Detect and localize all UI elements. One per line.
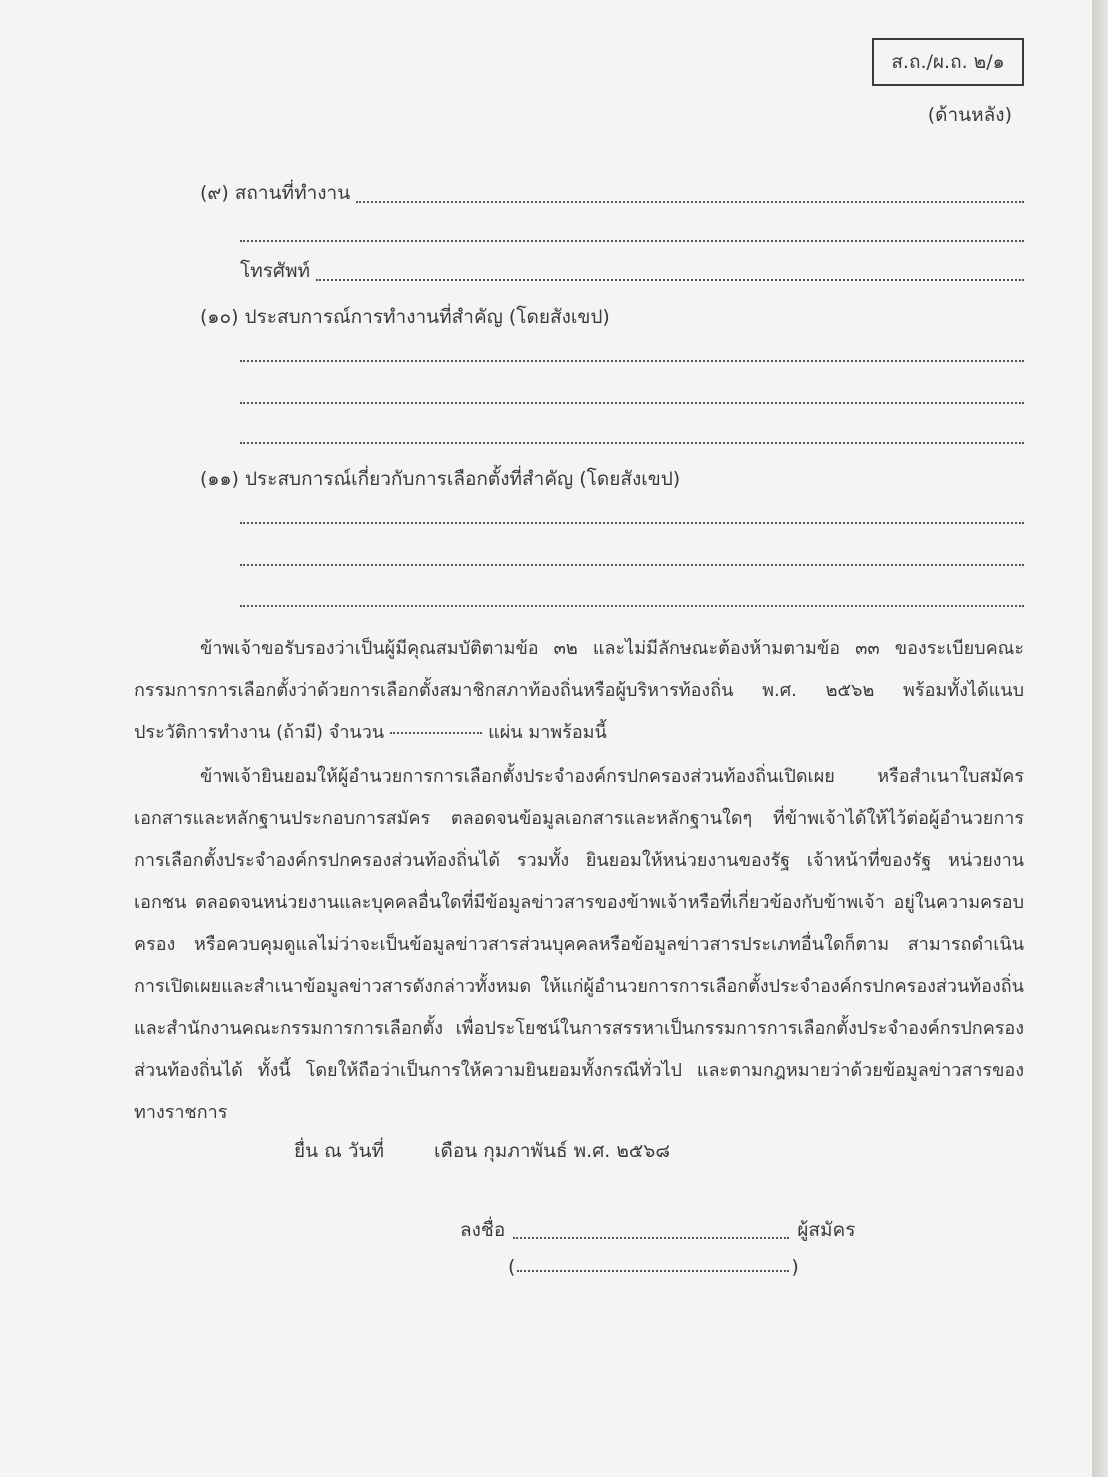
phone-label: โทรศัพท์: [240, 260, 311, 282]
printed-name-line: [508, 1256, 799, 1278]
date-prefix: ยื่น ณ วันที่: [294, 1140, 385, 1162]
signature-blank[interactable]: [513, 1237, 789, 1239]
election-experience-line-2[interactable]: [240, 564, 1024, 566]
printed-name-blank[interactable]: [517, 1270, 789, 1272]
workplace-field: [200, 180, 1024, 208]
page-count-blank[interactable]: [390, 732, 482, 734]
signature-line: [460, 1215, 855, 1245]
workplace-blank-2[interactable]: [240, 240, 1024, 242]
certification-text-end: แผ่น มาพร้อมนี้: [488, 722, 607, 743]
back-side-label: (ด้านหลัง): [927, 104, 1012, 126]
work-experience-line-2[interactable]: [240, 402, 1024, 404]
paren-close: ): [791, 1256, 799, 1278]
consent-paragraph: ข้าพเจ้ายินยอมให้ผู้อำนวยการการเลือกตั้งประจำองค์กรปกครองส่วนท้องถิ่นเปิดเผย หรือสำเนาใบสมัคร เอกสารและหลักฐานประกอบการสมัคร ตลอดจนข้อมูลเอกสารและหลักฐานใดๆ ที่ข้าพเจ้าได้ให้ไว้ต่อผู้อำนวยการการเลือกตั้งประจำองค์กรปกครองส่วนท้องถิ่นได้ รวมทั้ง ยินยอมให้หน่วยงานของรัฐ เจ้าหน้าที่ของรัฐ หน่วยงานเอกชน ตลอดจนหน่วยงานและบุคคลอื่นใดที่มีข้อมูลข่าวสารของข้าพเจ้าหรือที่เกี่ยวข้องกับข้าพเจ้า อยู่ในความครอบครอง หรือควบคุมดูแลไม่ว่าจะเป็นข้อมูลข่าวสารส่วนบุคคลหรือข้อมูลข่าวสารประเภทอื่นใดก็ตาม สามารถดำเนินการเปิดเผยและสำเนาข้อมูลข่าวสารดังกล่าวทั้งหมด ให้แก่ผู้อำนวยการการเลือกตั้งประจำองค์กรปกครองส่วนท้องถิ่น และสำนักงานคณะกรรมการการเลือกตั้ง เพื่อประโยชน์ในการสรรหาเป็นกรรมการการเลือกตั้งประจำองค์กรปกครองส่วนท้องถิ่นได้ ทั้งนี้ โดยให้ถือว่าเป็นการให้ความยินยอมทั้งกรณีทั่วไป และตามกฎหมายว่าด้วยข้อมูลข่าวสารของทางราชการ: [134, 766, 1024, 1123]
applicant-label: ผู้สมัคร: [797, 1219, 856, 1241]
certification-paragraph: [134, 628, 1024, 754]
election-experience-line-1[interactable]: [240, 522, 1024, 524]
work-experience-line-3[interactable]: [240, 442, 1024, 444]
submission-date-line: [294, 1136, 670, 1166]
certification-text: ข้าพเจ้าขอรับรองว่าเป็นผู้มีคุณสมบัติตามข้อ ๓๒ และไม่มีลักษณะต้องห้ามตามข้อ ๓๓ ของระเบียบคณะกรรมการการเลือกตั้งว่าด้วยการเลือกตั้งสมาชิกสภาท้องถิ่นหรือผู้บริหารท้องถิ่น พ.ศ. ๒๕๖๒ พร้อมทั้งได้แนบประวัติการทำงาน (ถ้ามี) จำนวน: [134, 638, 1024, 743]
work-experience-line-1[interactable]: [240, 360, 1024, 362]
phone-field: [240, 258, 1024, 286]
workplace-blank[interactable]: [356, 200, 1024, 203]
sign-label: ลงชื่อ: [460, 1219, 506, 1241]
work-experience-heading: (๑๐) ประสบการณ์การทำงานที่สำคัญ (โดยสังเขป): [200, 306, 610, 328]
workplace-label: (๙) สถานที่ทำงาน: [200, 182, 351, 204]
date-suffix: เดือน กุมภาพันธ์ พ.ศ. ๒๕๖๘: [434, 1140, 670, 1162]
election-experience-heading: (๑๑) ประสบการณ์เกี่ยวกับการเลือกตั้งที่สำคัญ (โดยสังเขป): [200, 468, 681, 490]
paren-open: (: [508, 1256, 516, 1278]
paper-edge: [1092, 0, 1108, 1477]
phone-blank[interactable]: [316, 278, 1024, 281]
election-experience-line-3[interactable]: [240, 605, 1024, 607]
form-code-box: ส.ถ./ผ.ถ. ๒/๑: [872, 38, 1024, 86]
